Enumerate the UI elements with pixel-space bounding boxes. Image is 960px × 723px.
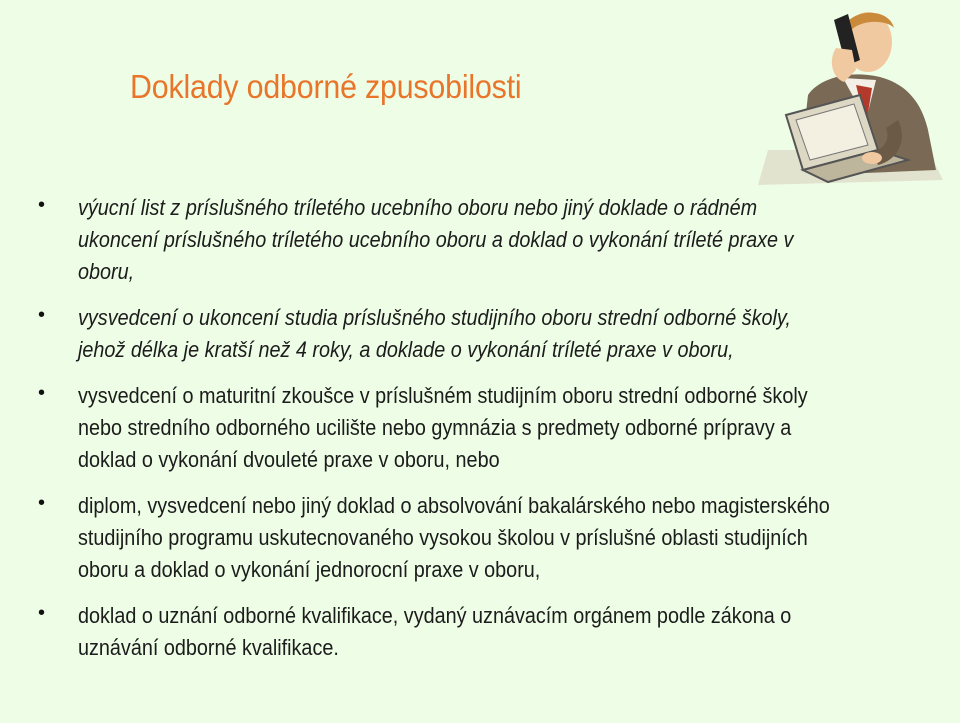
slide-title: Doklady odborné zpusobilosti xyxy=(130,68,522,105)
bullet-dot-icon: • xyxy=(38,382,46,404)
list-item xyxy=(36,192,941,288)
list-item-line: doklad o vykonání dvouleté praxe v oboru, nebo xyxy=(78,447,500,472)
bullet-dot-icon: • xyxy=(38,602,46,624)
list-item-line: ukoncení príslušného tríletého ucebního oboru a doklad o vykonání tríleté praxe v xyxy=(78,227,794,252)
list-item-line: uznávání odborné kvalifikace. xyxy=(78,635,339,660)
list-item-line: vysvedcení o ukoncení studia príslušného studijního oboru strední odborné školy, xyxy=(78,305,791,330)
list-item xyxy=(36,600,941,664)
list-item-line: vysvedcení o maturitní zkoušce v príslušném studijním oboru strední odborné školy xyxy=(78,383,808,408)
bullet-dot-icon: • xyxy=(38,492,46,514)
list-item-line: oboru a doklad o vykonání jednorocní praxe v oboru, xyxy=(78,557,541,582)
bullet-dot-icon: • xyxy=(38,304,46,326)
list-item-line: výucní list z príslušného tríletého ucebního oboru nebo jiný doklade o rádném xyxy=(78,195,758,220)
list-item-line: jehož délka je kratší než 4 roky, a doklade o vykonání tríleté praxe v oboru, xyxy=(78,337,734,362)
businessman-phone-laptop-illustration xyxy=(748,0,948,190)
list-item-line: doklad o uznání odborné kvalifikace, vydaný uznávacím orgánem podle zákona o xyxy=(78,603,792,628)
list-item xyxy=(36,380,941,476)
list-item xyxy=(36,302,941,366)
list-item-line: nebo stredního odborného ucilište nebo gymnázia s predmety odborné prípravy a xyxy=(78,415,792,440)
list-item-line: studijního programu uskutecnovaného vysokou školou v príslušné oblasti studijních xyxy=(78,525,808,550)
list-item-line: oboru, xyxy=(78,259,135,284)
bullet-dot-icon: • xyxy=(38,194,46,216)
qualification-list xyxy=(36,192,941,678)
list-item xyxy=(36,490,941,586)
list-item-line: diplom, vysvedcení nebo jiný doklad o absolvování bakalárského nebo magisterského xyxy=(78,493,830,518)
